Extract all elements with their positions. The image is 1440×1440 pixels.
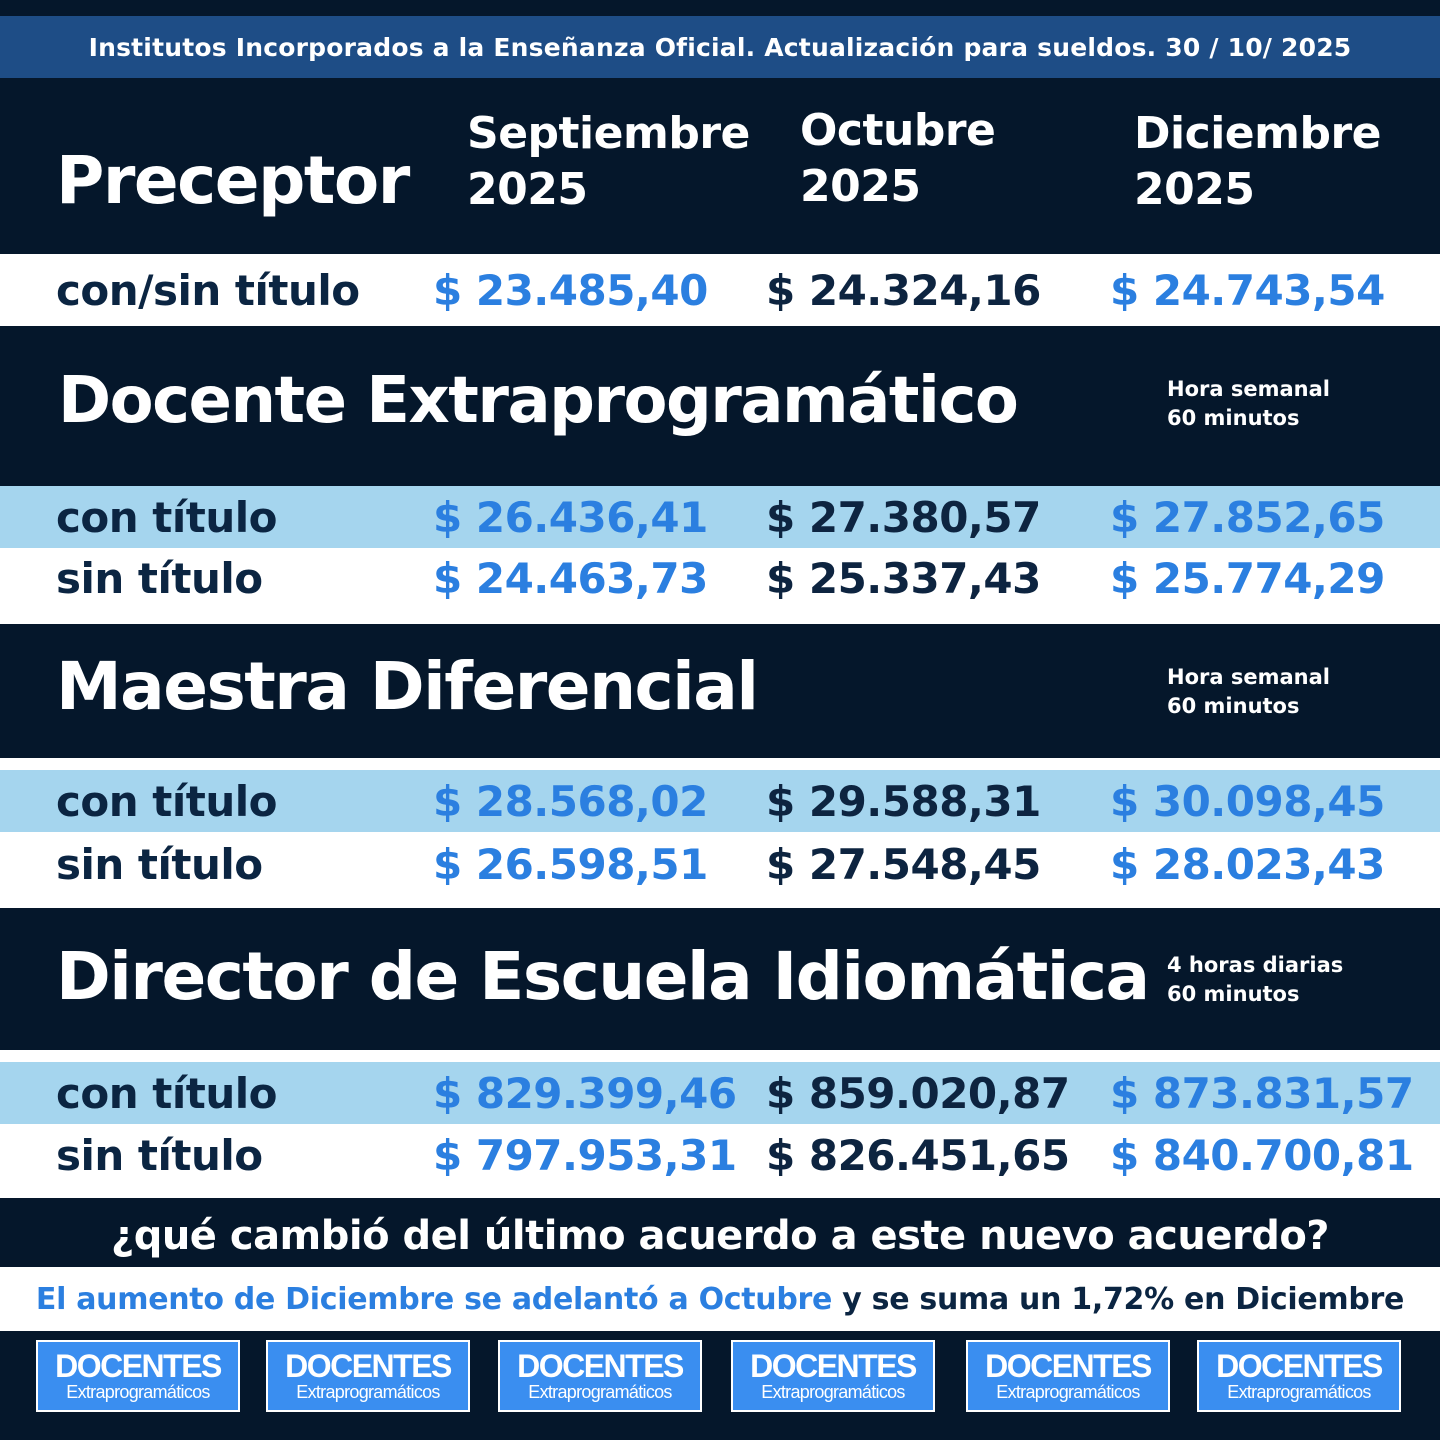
row-spacer — [0, 758, 1440, 770]
section-note: Hora semanal 60 minutos — [1167, 377, 1330, 430]
value-septiembre: $ 26.436,41 — [433, 492, 708, 542]
section-title-maestra: Maestra Diferencial — [56, 648, 758, 725]
docentes-logo: DOCENTES Extraprogramáticos — [1197, 1340, 1401, 1412]
row-label: con/sin título — [56, 265, 360, 315]
row-label: con título — [56, 492, 277, 542]
month-header-septiembre: Septiembre 2025 — [467, 108, 750, 215]
table-row — [0, 1124, 1440, 1198]
section-title-docente: Docente Extraprogramático — [58, 364, 1018, 438]
footnote-rest: y se suma un 1,72% en Diciembre — [842, 1281, 1405, 1317]
value-diciembre: $ 27.852,65 — [1110, 492, 1385, 542]
value-octubre: $ 27.548,45 — [766, 839, 1041, 889]
row-label: con título — [56, 776, 277, 826]
value-diciembre: $ 840.700,81 — [1110, 1130, 1414, 1180]
docentes-logo: DOCENTES Extraprogramáticos — [966, 1340, 1170, 1412]
value-octubre: $ 29.588,31 — [766, 776, 1041, 826]
question-heading: ¿qué cambió del último acuerdo a este nuevo acuerdo? — [110, 1213, 1330, 1259]
change-footnote — [0, 1267, 1440, 1331]
section-title-director: Director de Escuela Idiomática — [56, 938, 1149, 1015]
value-octubre: $ 24.324,16 — [766, 265, 1041, 315]
value-octubre: $ 27.380,57 — [766, 492, 1041, 542]
value-diciembre: $ 30.098,45 — [1110, 776, 1385, 826]
table-row — [0, 832, 1440, 908]
section-title-preceptor: Preceptor — [56, 142, 409, 219]
row-label: con título — [56, 1068, 277, 1118]
row-label: sin título — [56, 839, 263, 889]
value-septiembre: $ 797.953,31 — [433, 1130, 737, 1180]
section-note: 4 horas diarias 60 minutos — [1167, 953, 1344, 1006]
table-row — [0, 548, 1440, 624]
docentes-logo: DOCENTES Extraprogramáticos — [266, 1340, 470, 1412]
value-diciembre: $ 25.774,29 — [1110, 553, 1385, 603]
table-row — [0, 770, 1440, 832]
value-octubre: $ 25.337,43 — [766, 553, 1041, 603]
month-header-octubre: Octubre 2025 — [800, 105, 996, 212]
value-septiembre: $ 23.485,40 — [433, 265, 708, 315]
docentes-logo: DOCENTES Extraprogramáticos — [36, 1340, 240, 1412]
row-spacer — [0, 1050, 1440, 1062]
value-octubre: $ 826.451,65 — [766, 1130, 1070, 1180]
value-diciembre: $ 28.023,43 — [1110, 839, 1385, 889]
value-septiembre: $ 28.568,02 — [433, 776, 708, 826]
value-diciembre: $ 24.743,54 — [1110, 265, 1385, 315]
value-septiembre: $ 24.463,73 — [433, 553, 708, 603]
section-note: Hora semanal 60 minutos — [1167, 665, 1330, 718]
value-septiembre: $ 829.399,46 — [433, 1068, 737, 1118]
table-row — [0, 1062, 1440, 1124]
value-octubre: $ 859.020,87 — [766, 1068, 1070, 1118]
value-diciembre: $ 873.831,57 — [1110, 1068, 1414, 1118]
docentes-logo: DOCENTES Extraprogramáticos — [498, 1340, 702, 1412]
header-banner: Institutos Incorporados a la Enseñanza Oficial. Actualización para sueldos. 30 / 10/ 2025 — [0, 16, 1440, 78]
row-label: sin título — [56, 1130, 263, 1180]
month-header-diciembre: Diciembre 2025 — [1134, 108, 1381, 215]
row-label: sin título — [56, 553, 263, 603]
value-septiembre: $ 26.598,51 — [433, 839, 708, 889]
docentes-logo: DOCENTES Extraprogramáticos — [731, 1340, 935, 1412]
table-row — [0, 254, 1440, 326]
table-row — [0, 486, 1440, 548]
footnote-highlight: El aumento de Diciembre se adelantó a Octubre — [35, 1281, 833, 1317]
